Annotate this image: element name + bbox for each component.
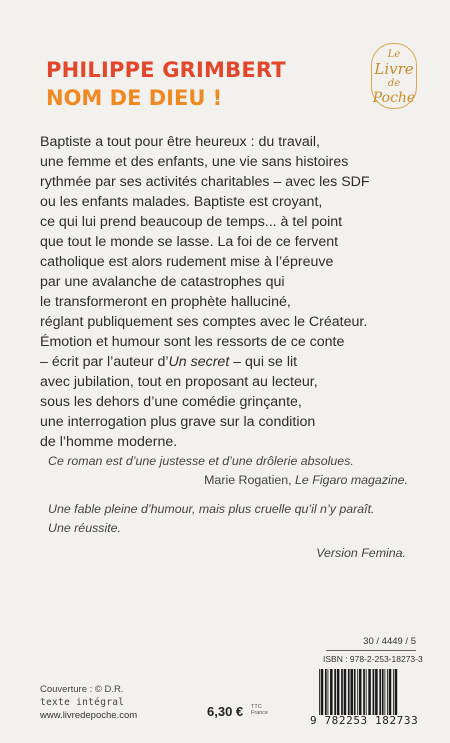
quote-source bbox=[48, 471, 418, 490]
summary-line: par une avalanche de catastrophes qui bbox=[40, 274, 285, 290]
quote-text: Une réussite. bbox=[48, 521, 122, 535]
summary-line: une femme et des enfants, une vie sans histoires bbox=[40, 154, 349, 170]
summary-line: sous les dehors d’une comédie grinçante, bbox=[40, 394, 302, 410]
price-note-france: France bbox=[251, 710, 269, 716]
publisher-logo bbox=[371, 43, 417, 109]
logo-line-3: de bbox=[387, 78, 401, 89]
summary-line: que tout le monde se lasse. La foi de ce fervent bbox=[40, 234, 339, 250]
author-name: PHILIPPE GRIMBERT bbox=[46, 58, 286, 82]
integral-text-label: texte intégral bbox=[40, 697, 125, 708]
summary-line: catholique est alors rudement mise à l’épreuve bbox=[40, 254, 334, 270]
summary-line: rythmée par ses activités charitables – avec les SDF bbox=[40, 174, 370, 190]
summary-line: le transformeront en prophète halluciné, bbox=[40, 294, 291, 310]
barcode-icon bbox=[317, 667, 417, 719]
isbn: ISBN : 978-2-253-18273-3 bbox=[323, 654, 423, 664]
price-note bbox=[251, 704, 268, 716]
footer-credits bbox=[40, 683, 137, 722]
price-note-ttc: TTC bbox=[251, 704, 262, 710]
summary-line: Émotion et humour sont les ressorts de ce conte bbox=[40, 334, 345, 350]
book-summary bbox=[40, 132, 416, 452]
summary-fragment: – qui se lit bbox=[229, 354, 298, 370]
quote-source: Version Femina. bbox=[316, 546, 406, 560]
summary-book-reference: Un secret bbox=[168, 354, 230, 370]
logo-line-2: Livre bbox=[374, 60, 414, 78]
barcode-number: 9 782253 182733 bbox=[310, 714, 419, 727]
press-quote-1 bbox=[48, 452, 418, 490]
cover-credit: Couverture : © D.R. bbox=[40, 684, 124, 695]
summary-line: ou les enfants malades. Baptiste est croyant, bbox=[40, 194, 323, 210]
publisher-url[interactable]: www.livredepoche.com bbox=[40, 710, 138, 721]
summary-line: avec jubilation, tout en proposant au lecteur, bbox=[40, 374, 318, 390]
logo-line-1: Le bbox=[387, 49, 401, 60]
quote-text: Ce roman est d’une justesse et d’une drôlerie absolues. bbox=[48, 454, 354, 468]
summary-line: une interrogation plus grave sur la condition bbox=[40, 414, 316, 430]
book-title: NOM DE DIEU ! bbox=[46, 86, 223, 110]
catalog-code: 30 / 4449 / 5 bbox=[326, 636, 416, 651]
logo-line-4: Poche bbox=[372, 90, 416, 106]
summary-fragment: – écrit par l’auteur d’ bbox=[40, 354, 169, 370]
summary-line: de l’homme moderne. bbox=[40, 434, 178, 450]
quote-publication: Le Figaro magazine. bbox=[295, 473, 408, 487]
summary-line: Baptiste a tout pour être heureux : du travail, bbox=[40, 134, 320, 150]
quote-text: Une fable pleine d’humour, mais plus cruelle qu’il n’y paraît. bbox=[48, 502, 375, 516]
price: 6,30 € bbox=[207, 704, 244, 719]
summary-line: ce qui lui prend beaucoup de temps... à tel point bbox=[40, 214, 343, 230]
quote-author: Marie Rogatien, bbox=[204, 473, 296, 487]
summary-line-mixed bbox=[40, 352, 416, 372]
press-quote-2 bbox=[48, 500, 418, 563]
summary-line: réglant publiquement ses comptes avec le Créateur. bbox=[40, 314, 368, 330]
